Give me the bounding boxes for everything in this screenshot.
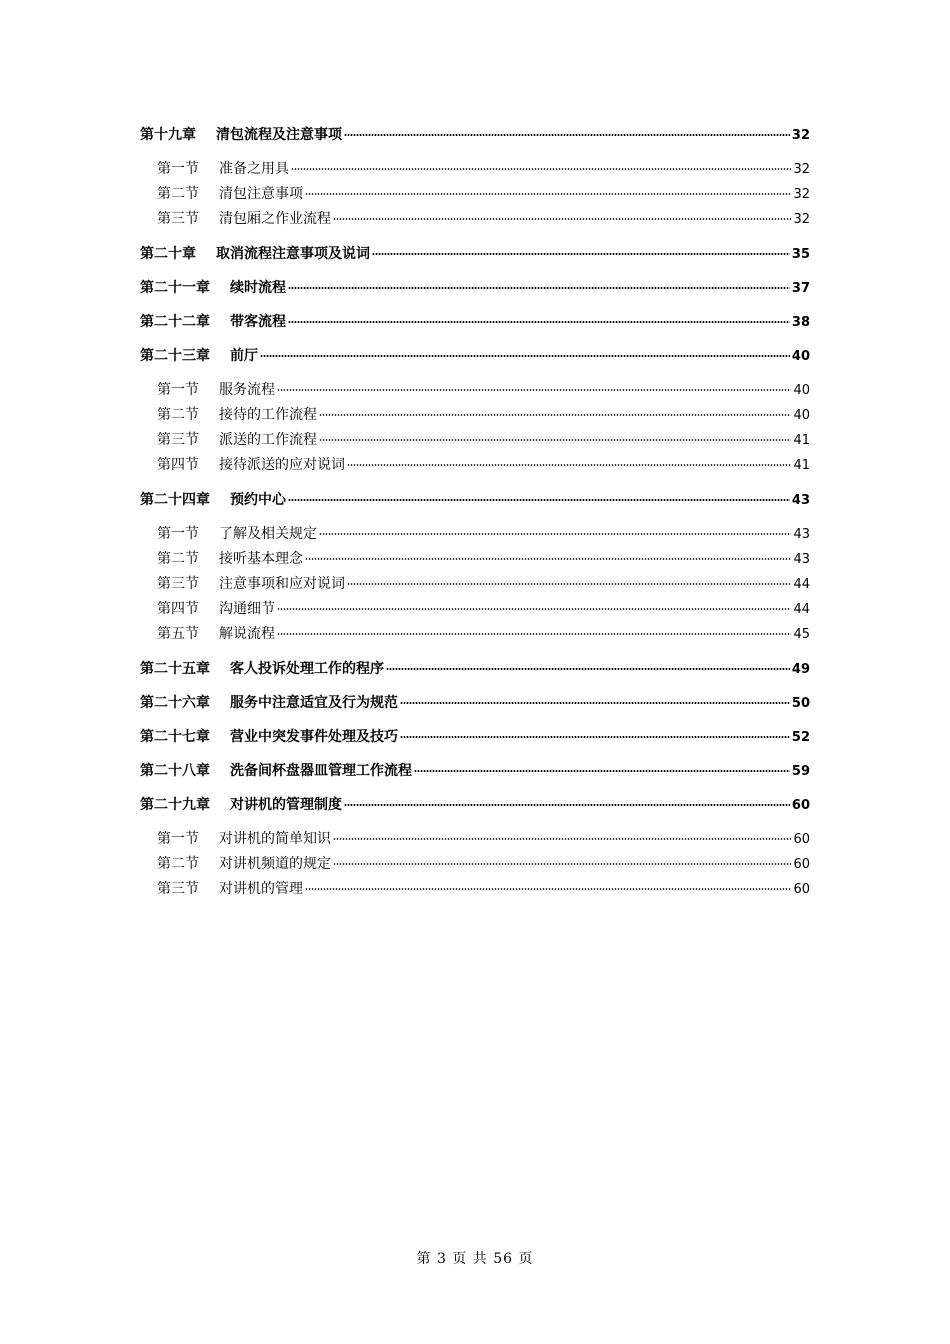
toc-section-entry[interactable]	[140, 522, 810, 547]
page-number: 52	[791, 730, 810, 745]
dot-leader	[400, 736, 790, 738]
dot-leader	[319, 533, 791, 535]
section-number: 第一节	[157, 831, 199, 847]
toc-section-entry[interactable]	[140, 378, 810, 403]
section-number: 第一节	[157, 526, 199, 542]
page-number: 40	[791, 349, 810, 364]
section-title: 接待的工作流程	[219, 407, 317, 423]
dot-leader	[344, 134, 790, 136]
table-of-contents	[140, 123, 810, 902]
dot-leader	[288, 499, 790, 501]
section-title: 清包注意事项	[219, 186, 303, 202]
section-title: 接听基本理念	[219, 551, 303, 567]
section-title: 了解及相关规定	[219, 526, 317, 542]
section-title: 准备之用具	[219, 161, 289, 177]
section-number: 第三节	[157, 576, 199, 592]
toc-chapter-entry[interactable]	[140, 242, 810, 266]
toc-section-entry[interactable]	[140, 827, 810, 852]
section-number: 第三节	[157, 432, 199, 448]
toc-chapter-entry[interactable]	[140, 344, 810, 368]
page-number: 43	[791, 493, 810, 508]
dot-leader	[347, 464, 791, 466]
toc-section-entry[interactable]	[140, 572, 810, 597]
section-title: 对讲机的管理	[219, 881, 303, 897]
toc-chapter-entry[interactable]	[140, 123, 810, 147]
chapter-number: 第十九章	[140, 127, 196, 143]
dot-leader	[344, 804, 790, 806]
chapter-title: 续时流程	[230, 280, 286, 296]
toc-section-entry[interactable]	[140, 428, 810, 453]
toc-section-entry[interactable]	[140, 597, 810, 622]
dot-leader	[277, 633, 791, 635]
page-number: 60	[793, 857, 810, 872]
toc-chapter-entry[interactable]	[140, 759, 810, 783]
section-number: 第二节	[157, 407, 199, 423]
chapter-title: 前厅	[230, 348, 258, 364]
page-number: 50	[791, 696, 810, 711]
section-number: 第一节	[157, 382, 199, 398]
section-number: 第三节	[157, 211, 199, 227]
section-number: 第五节	[157, 626, 199, 642]
dot-leader	[305, 558, 791, 560]
page-number: 44	[793, 577, 810, 592]
dot-leader	[347, 583, 791, 585]
page-number: 59	[791, 764, 810, 779]
chapter-number: 第二十四章	[140, 492, 210, 508]
chapter-title: 服务中注意适宜及行为规范	[230, 695, 398, 711]
dot-leader	[277, 389, 791, 391]
dot-leader	[333, 863, 791, 865]
page-number: 45	[793, 627, 810, 642]
dot-leader	[288, 321, 790, 323]
dot-leader	[305, 888, 791, 890]
page-number: 41	[793, 458, 810, 473]
section-number: 第三节	[157, 881, 199, 897]
dot-leader	[305, 193, 791, 195]
page-number: 40	[793, 383, 810, 398]
section-number: 第四节	[157, 601, 199, 617]
section-title: 清包厢之作业流程	[219, 211, 331, 227]
section-title: 沟通细节	[219, 601, 275, 617]
toc-chapter-entry[interactable]	[140, 310, 810, 334]
chapter-title: 带客流程	[230, 314, 286, 330]
chapter-number: 第二十三章	[140, 348, 210, 364]
section-title: 对讲机频道的规定	[219, 856, 331, 872]
dot-leader	[333, 838, 791, 840]
chapter-number: 第二十二章	[140, 314, 210, 330]
toc-section-entry[interactable]	[140, 207, 810, 232]
toc-section-entry[interactable]	[140, 403, 810, 428]
page-number: 49	[791, 662, 810, 677]
toc-chapter-entry[interactable]	[140, 725, 810, 749]
section-title: 派送的工作流程	[219, 432, 317, 448]
dot-leader	[277, 608, 791, 610]
dot-leader	[372, 253, 790, 255]
chapter-number: 第二十六章	[140, 695, 210, 711]
toc-chapter-entry[interactable]	[140, 793, 810, 817]
section-title: 对讲机的简单知识	[219, 831, 331, 847]
page-number: 40	[793, 408, 810, 423]
toc-section-entry[interactable]	[140, 877, 810, 902]
toc-section-entry[interactable]	[140, 622, 810, 647]
page-number: 32	[793, 162, 810, 177]
chapter-number: 第二十九章	[140, 797, 210, 813]
page-number: 38	[791, 315, 810, 330]
dot-leader	[260, 355, 790, 357]
toc-section-entry[interactable]	[140, 157, 810, 182]
section-title: 服务流程	[219, 382, 275, 398]
chapter-title: 营业中突发事件处理及技巧	[230, 729, 398, 745]
toc-section-entry[interactable]	[140, 182, 810, 207]
page-footer: 第 3 页 共 56 页	[416, 1251, 534, 1267]
chapter-number: 第二十八章	[140, 763, 210, 779]
page-number: 35	[791, 247, 810, 262]
dot-leader	[319, 439, 791, 441]
page-number: 60	[793, 832, 810, 847]
page-number: 37	[791, 281, 810, 296]
page-number: 32	[793, 212, 810, 227]
page-number: 32	[791, 128, 810, 143]
section-number: 第二节	[157, 186, 199, 202]
dot-leader	[319, 414, 791, 416]
toc-chapter-entry[interactable]	[140, 691, 810, 715]
section-title: 接待派送的应对说词	[219, 457, 345, 473]
chapter-number: 第二十一章	[140, 280, 210, 296]
section-number: 第四节	[157, 457, 199, 473]
page-number: 41	[793, 433, 810, 448]
chapter-number: 第二十七章	[140, 729, 210, 745]
toc-chapter-entry[interactable]	[140, 657, 810, 681]
section-number: 第二节	[157, 551, 199, 567]
dot-leader	[288, 287, 790, 289]
page-number: 44	[793, 602, 810, 617]
toc-section-entry[interactable]	[140, 453, 810, 478]
page-number: 32	[793, 187, 810, 202]
toc-section-entry[interactable]	[140, 852, 810, 877]
section-title: 注意事项和应对说词	[219, 576, 345, 592]
toc-chapter-entry[interactable]	[140, 488, 810, 512]
page-number: 60	[791, 798, 810, 813]
chapter-title: 洗备间杯盘器皿管理工作流程	[230, 763, 412, 779]
toc-section-entry[interactable]	[140, 547, 810, 572]
chapter-title: 预约中心	[230, 492, 286, 508]
chapter-number: 第二十五章	[140, 661, 210, 677]
chapter-number: 第二十章	[140, 246, 196, 262]
chapter-title: 清包流程及注意事项	[216, 127, 342, 143]
section-number: 第二节	[157, 856, 199, 872]
dot-leader	[333, 218, 791, 220]
chapter-title: 取消流程注意事项及说词	[216, 246, 370, 262]
section-title: 解说流程	[219, 626, 275, 642]
dot-leader	[400, 702, 790, 704]
page-number: 60	[793, 882, 810, 897]
page-number: 43	[793, 552, 810, 567]
dot-leader	[414, 770, 790, 772]
toc-chapter-entry[interactable]	[140, 276, 810, 300]
chapter-title: 对讲机的管理制度	[230, 797, 342, 813]
chapter-title: 客人投诉处理工作的程序	[230, 661, 384, 677]
dot-leader	[291, 168, 791, 170]
dot-leader	[386, 668, 790, 670]
page-number: 43	[793, 527, 810, 542]
section-number: 第一节	[157, 161, 199, 177]
